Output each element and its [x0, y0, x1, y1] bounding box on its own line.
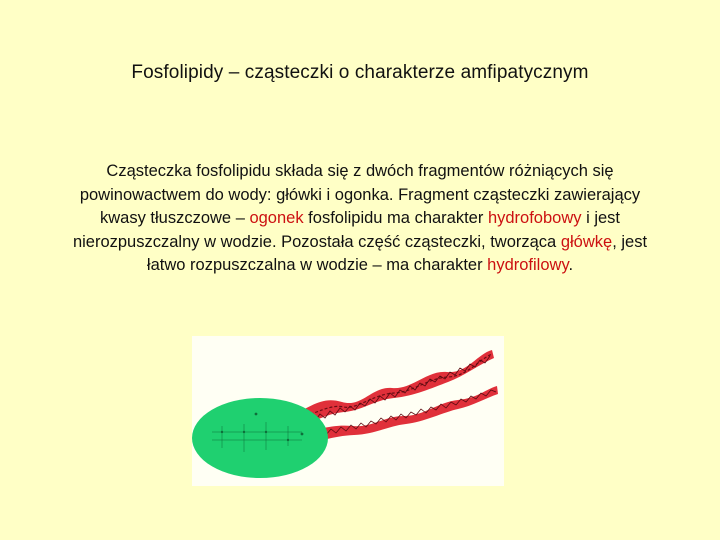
- paragraph-text-3: i jest nierozpuszczalny w wodzie. Pozostała część cząsteczki, tworząca: [72, 209, 621, 251]
- term-head: główkę: [560, 232, 613, 251]
- hydrophilic-head: [192, 398, 328, 478]
- paragraph-text-4: , jest łatwo rozpuszczalna w wodzie – ma charakter: [146, 232, 648, 274]
- phospholipid-illustration: [192, 336, 504, 486]
- paragraph-text-2: fosfolipidu ma charakter: [303, 209, 488, 227]
- term-tail: ogonek: [249, 209, 304, 227]
- term-hydrophobic: hydrofobowy: [487, 209, 582, 227]
- paragraph-text-5: .: [568, 256, 574, 274]
- term-hydrophilic: hydrofilowy: [487, 256, 569, 274]
- slide-paragraph: [70, 160, 650, 278]
- head-ellipse: [192, 398, 328, 478]
- slide-title: Fosfolipidy – cząsteczki o charakterze amfipatycznym: [131, 62, 589, 83]
- phospholipid-svg: [192, 336, 504, 486]
- paragraph-text-1: Cząsteczka fosfolipidu składa się z dwóch fragmentów różniących się powinowactwem do wody: główki i ogonka. Fragment cząsteczki zawierający kwasy tłuszczowe –: [79, 162, 641, 227]
